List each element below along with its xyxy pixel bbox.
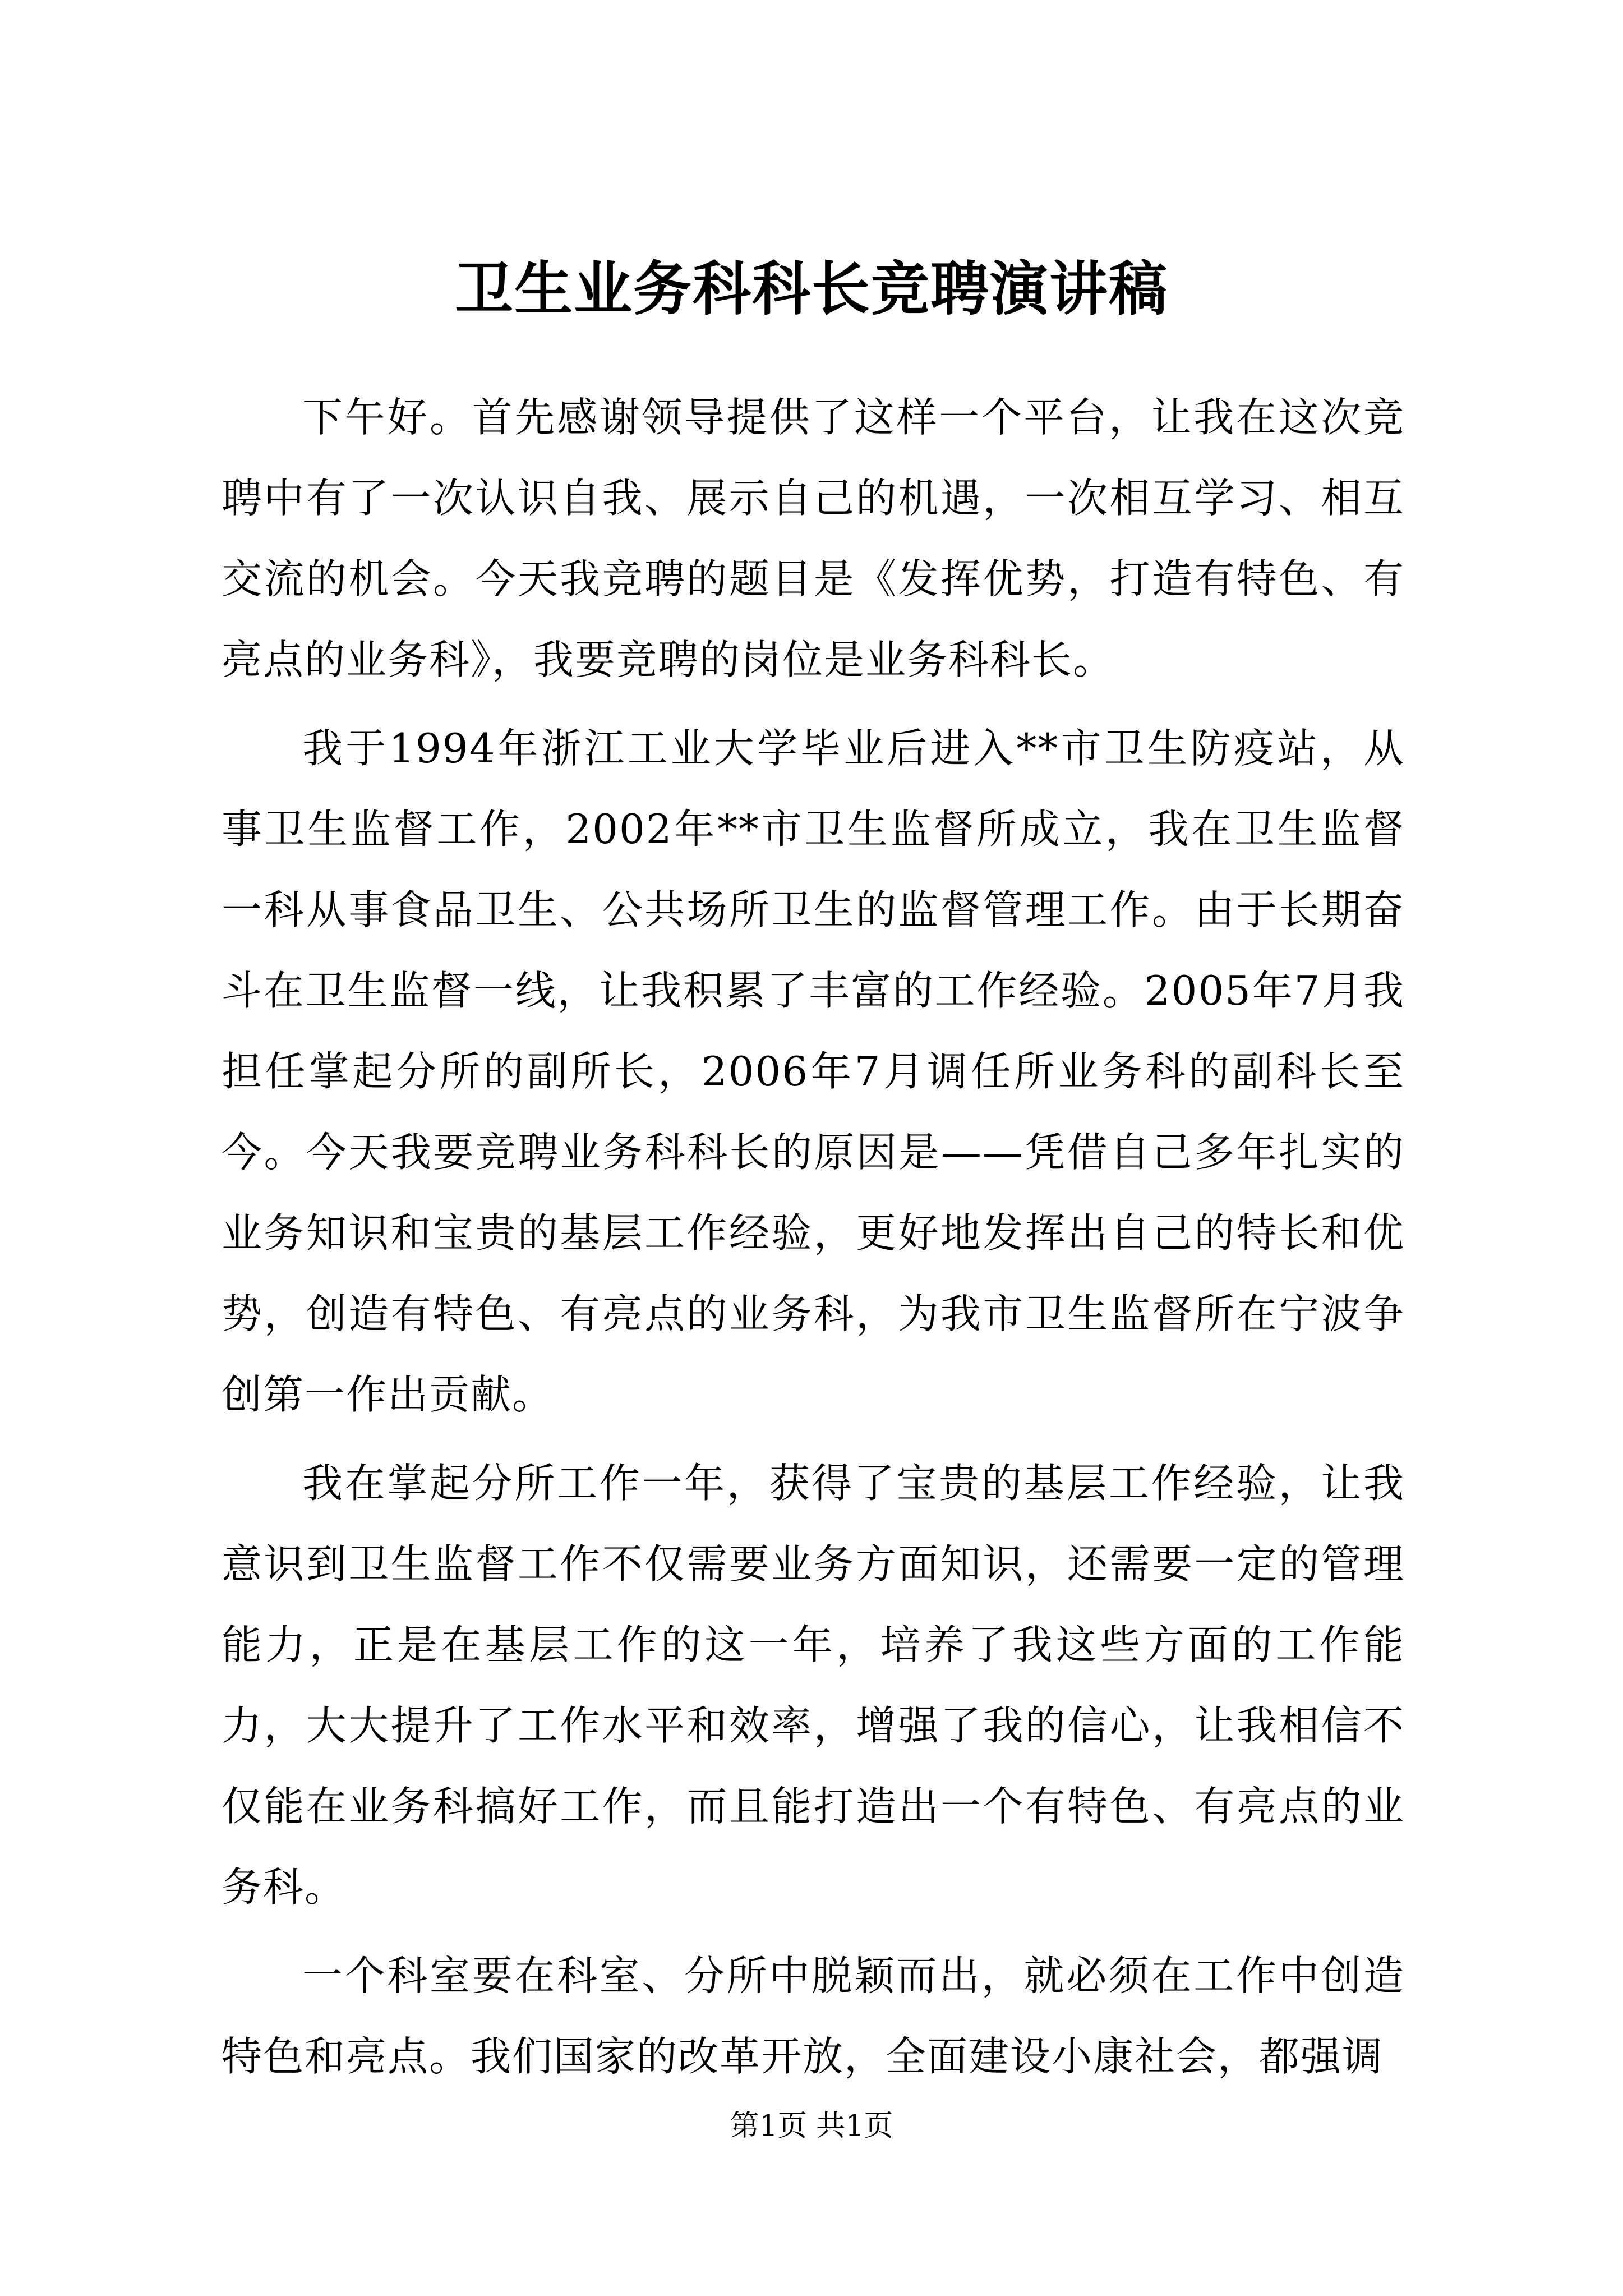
document-body bbox=[222, 377, 1405, 2097]
paragraph: 下午好。首先感谢领导提供了这样一个平台，让我在这次竞聘中有了一次认识自我、展示自己的机遇，一次相互学习、相互交流的机会。今天我竞聘的题目是《发挥优势，打造有特色、有亮点的业务科》，我要竞聘的岗位是业务科科长。 bbox=[222, 394, 1405, 683]
page-footer: 第1页 共1页 bbox=[730, 2109, 893, 2143]
paragraph: 一个科室要在科室、分所中脱颖而出，就必须在工作中创造特色和亮点。我们国家的改革开放，全面建设小康社会，都强调 bbox=[222, 1952, 1405, 2080]
paragraph: 我在掌起分所工作一年，获得了宝贵的基层工作经验，让我意识到卫生监督工作不仅需要业务方面知识，还需要一定的管理能力，正是在基层工作的这一年，培养了我这些方面的工作能力，大大提升了工作水平和效率，增强了我的信心，让我相信不仅能在业务科搞好工作，而且能打造出一个有特色、有亮点的业务科。 bbox=[222, 1460, 1405, 1911]
document-title: 卫生业务科科长竞聘演讲稿 bbox=[454, 254, 1168, 323]
paragraph: 我于1994年浙江工业大学毕业后进入**市卫生防疫站，从事卫生监督工作，2002年**市卫生监督所成立，我在卫生监督一科从事食品卫生、公共场所卫生的监督管理工作。由于长期奋斗在卫生监督一线，让我积累了丰富的工作经验。2005年7月我担任掌起分所的副所长，2006年7月调任所业务科的副科长至今。今天我要竞聘业务科科长的原因是——凭借自己多年扎实的业务知识和宝贵的基层工作经验，更好地发挥出自己的特长和优势，创造有特色、有亮点的业务科，为我市卫生监督所在宁波争创第一作出贡献。 bbox=[222, 725, 1405, 1418]
